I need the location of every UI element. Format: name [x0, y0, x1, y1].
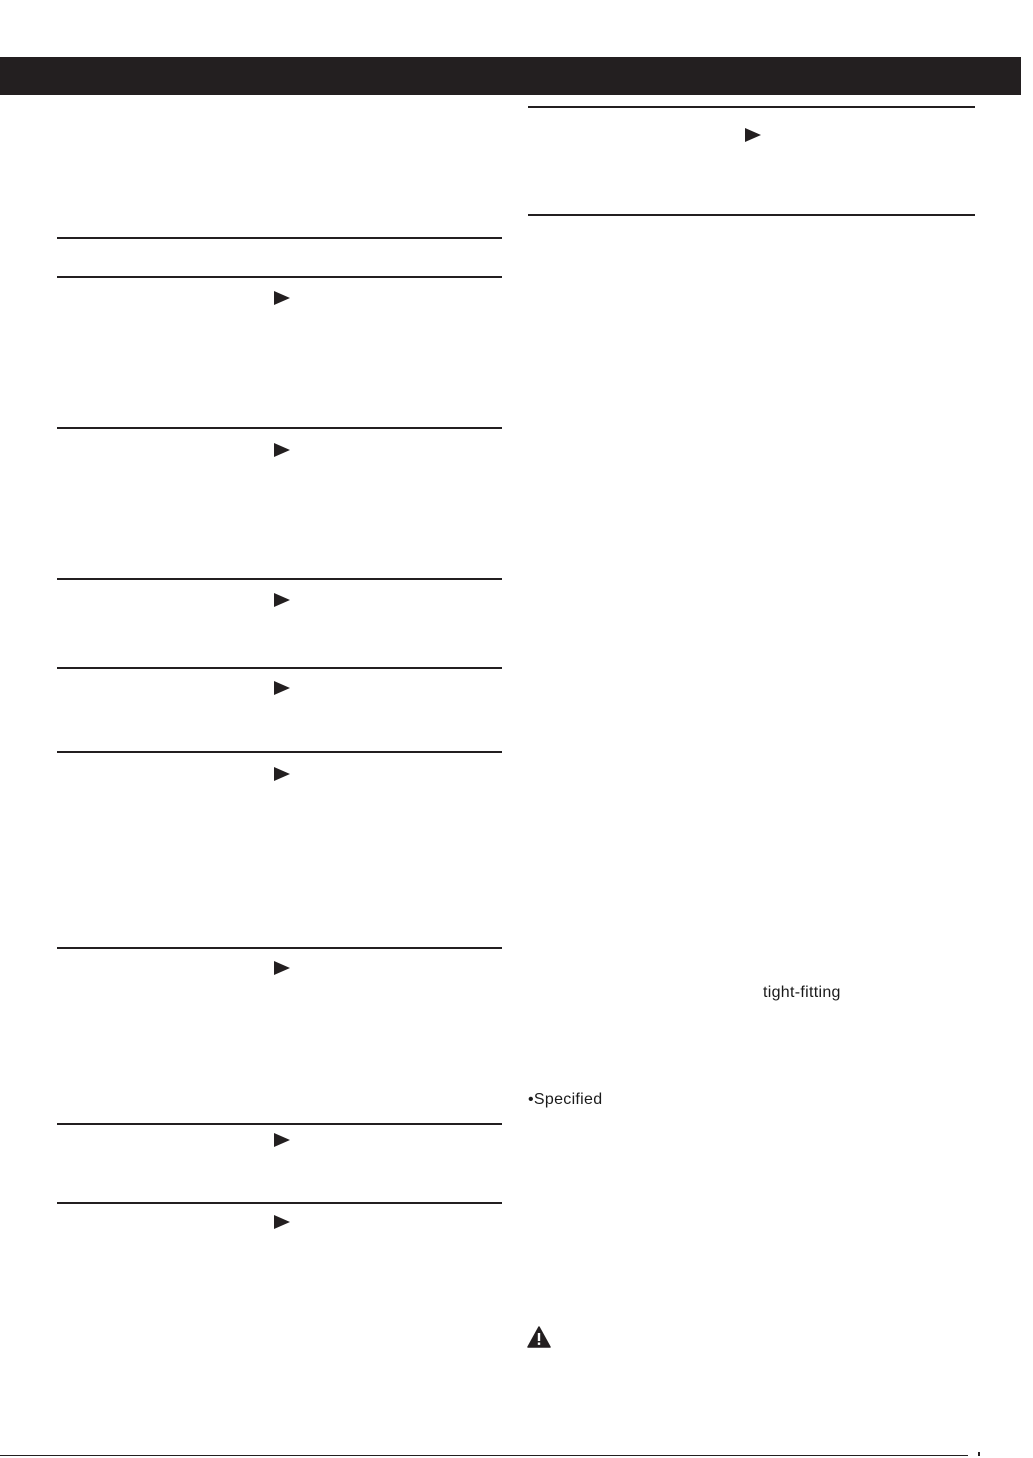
- left-table-top-rule: [57, 237, 502, 239]
- left-table-row-rule: [57, 751, 502, 753]
- left-table-row-rule: [57, 1202, 502, 1204]
- tight-fitting-text: tight-fitting: [763, 984, 841, 1001]
- play-arrow-icon: [274, 1215, 290, 1229]
- play-arrow-icon: [274, 961, 290, 975]
- specified-bullet-text: •Specified: [528, 1091, 603, 1108]
- header-edge-tab: [1021, 57, 1033, 95]
- play-arrow-icon: [274, 291, 290, 305]
- play-arrow-icon: [274, 767, 290, 781]
- left-table-row-rule: [57, 667, 502, 669]
- play-arrow-icon: [274, 681, 290, 695]
- page-number-mark: [978, 1452, 980, 1456]
- left-table-row-rule: [57, 427, 502, 429]
- page-bottom-rule: [0, 1455, 968, 1456]
- play-arrow-icon: [274, 443, 290, 457]
- play-arrow-icon: [274, 1133, 290, 1147]
- play-arrow-icon: [745, 128, 761, 142]
- right-table-top-rule: [528, 106, 975, 108]
- header-bar: [0, 57, 1033, 95]
- warning-triangle-icon: [527, 1326, 551, 1348]
- left-table-row-rule: [57, 578, 502, 580]
- left-table-row-rule: [57, 1123, 502, 1125]
- right-table-bottom-rule: [528, 214, 975, 216]
- left-table-header-rule: [57, 276, 502, 278]
- play-arrow-icon: [274, 593, 290, 607]
- left-table-row-rule: [57, 947, 502, 949]
